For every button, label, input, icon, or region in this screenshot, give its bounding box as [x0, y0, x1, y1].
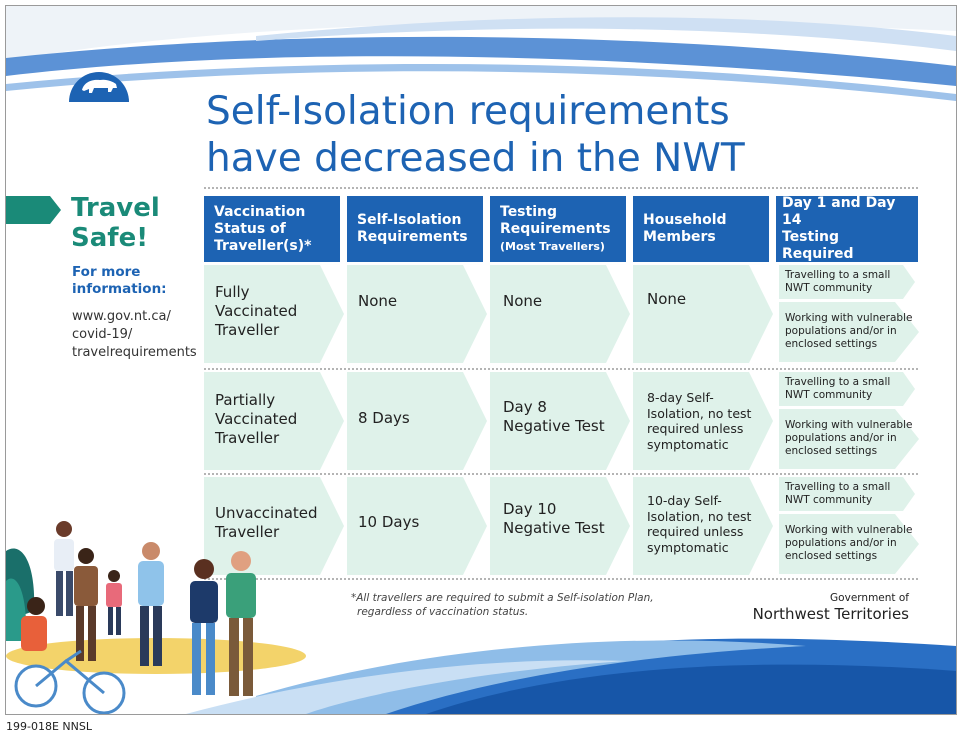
cell-line: required unless: [647, 421, 744, 436]
table-cell-household: [633, 477, 773, 575]
cell-line: None: [503, 292, 543, 310]
teal-arrow-icon: [6, 196, 61, 224]
day-testing-item: [779, 409, 919, 469]
table-cell-status: [204, 372, 344, 470]
title-line-1: Self-Isolation requirements: [206, 89, 730, 134]
cell-line: Travelling to a small: [785, 376, 891, 388]
cell-line: required unless: [647, 524, 744, 539]
more-info-label: For more information:: [72, 264, 167, 297]
government-signature: [753, 592, 909, 624]
footnote-line: regardless of vaccination status.: [357, 606, 529, 618]
cell-line: NWT community: [785, 494, 873, 506]
cell-line: NWT community: [785, 389, 873, 401]
header-line: Testing: [500, 203, 557, 220]
cell-line: enclosed settings: [785, 338, 878, 350]
cell-line: populations and/or in: [785, 537, 897, 549]
cell-line: Traveller: [215, 429, 280, 447]
cell-line: Day 10: [503, 500, 557, 518]
day-testing-item: [779, 265, 919, 299]
divider: [204, 578, 918, 580]
header-line: Vaccination: [214, 203, 306, 220]
cell-line: Working with vulnerable: [785, 524, 913, 536]
cell-line: Working with vulnerable: [785, 312, 913, 324]
travel-line-1: Travel: [71, 193, 160, 223]
table-cell-status: [204, 265, 344, 363]
table-cell-isolation: [347, 477, 487, 575]
header-line: Status of: [214, 220, 286, 237]
cell-line: 10-day Self-: [647, 493, 722, 508]
cell-line: Fully: [215, 283, 250, 301]
table-cell-isolation: [347, 372, 487, 470]
day-testing-item: [779, 477, 919, 511]
page-title: [206, 88, 745, 182]
cell-line: None: [647, 290, 687, 308]
cell-line: Travelling to a small: [785, 269, 891, 281]
cell-line: populations and/or in: [785, 432, 897, 444]
header-vaccination-status: [204, 196, 340, 262]
url-line: travelrequirements: [72, 345, 197, 360]
government-line-1: Government of: [830, 592, 909, 604]
cell-line: 10 Days: [358, 513, 420, 531]
header-subtext: (Most Travellers): [500, 239, 605, 253]
table-cell-testing: [490, 372, 630, 470]
divider: [204, 368, 918, 370]
cell-line: Vaccinated: [215, 410, 298, 428]
government-line-2: Northwest Territories: [752, 605, 909, 623]
header-day-testing: [776, 196, 918, 262]
day-testing-item: [779, 372, 919, 406]
day-testing-item: [779, 514, 919, 574]
title-line-2: have decreased in the NWT: [206, 136, 745, 181]
info-url[interactable]: [72, 308, 197, 362]
header-line: Day 1 and Day 14: [782, 195, 896, 228]
cell-line: 8 Days: [358, 409, 410, 427]
cell-line: populations and/or in: [785, 325, 897, 337]
header-line: Requirements: [500, 220, 611, 237]
table-cell-household: [633, 372, 773, 470]
url-line: covid-19/: [72, 327, 133, 342]
cell-line: Traveller: [215, 523, 280, 541]
table-cell-isolation: [347, 265, 487, 363]
header-self-isolation: [347, 196, 483, 262]
image-code: 199-018E NNSL: [6, 720, 92, 733]
cell-line: None: [358, 292, 398, 310]
cell-line: Day 8: [503, 398, 547, 416]
travel-safe-heading: [71, 193, 160, 253]
header-household: [633, 196, 769, 262]
cell-line: Negative Test: [503, 519, 605, 537]
travellers-illustration: [6, 511, 306, 714]
divider: [204, 187, 918, 189]
cell-line: 8-day Self-: [647, 390, 714, 405]
header-line: Self-Isolation: [357, 212, 462, 228]
cell-line: enclosed settings: [785, 445, 878, 457]
cell-line: enclosed settings: [785, 550, 878, 562]
header-line: Requirements: [357, 229, 468, 245]
table-cell-testing: [490, 477, 630, 575]
cell-line: Isolation, no test: [647, 508, 752, 524]
cell-line: Negative Test: [503, 417, 605, 435]
footnote: [351, 591, 654, 619]
cell-line: Partially: [215, 391, 276, 409]
cell-line: Vaccinated: [215, 302, 298, 320]
cell-line: Unvaccinated: [215, 504, 318, 522]
footnote-line: *All travellers are required to submit a Self-isolation Plan,: [351, 592, 654, 604]
cell-line: Traveller: [215, 321, 280, 339]
travel-line-2: Safe!: [71, 223, 149, 253]
header-line: Members: [643, 229, 716, 245]
polar-bear-logo-icon: [64, 46, 134, 102]
day-testing-item: [779, 302, 919, 362]
header-line: Traveller(s)*: [214, 237, 312, 254]
url-line: www.gov.nt.ca/: [72, 309, 171, 324]
cell-line: symptomatic: [647, 539, 729, 555]
divider: [204, 473, 918, 475]
header-line: Household: [643, 212, 727, 228]
header-testing: [490, 196, 626, 262]
cell-line: Travelling to a small: [785, 481, 891, 493]
table-cell-household: [633, 265, 773, 363]
table-cell-testing: [490, 265, 630, 363]
cell-line: symptomatic: [647, 436, 729, 452]
header-line: Testing Required: [782, 229, 854, 262]
cell-line: Isolation, no test: [647, 405, 752, 421]
cell-line: Working with vulnerable: [785, 419, 913, 431]
cell-line: NWT community: [785, 282, 873, 294]
infographic-card: [5, 5, 957, 715]
